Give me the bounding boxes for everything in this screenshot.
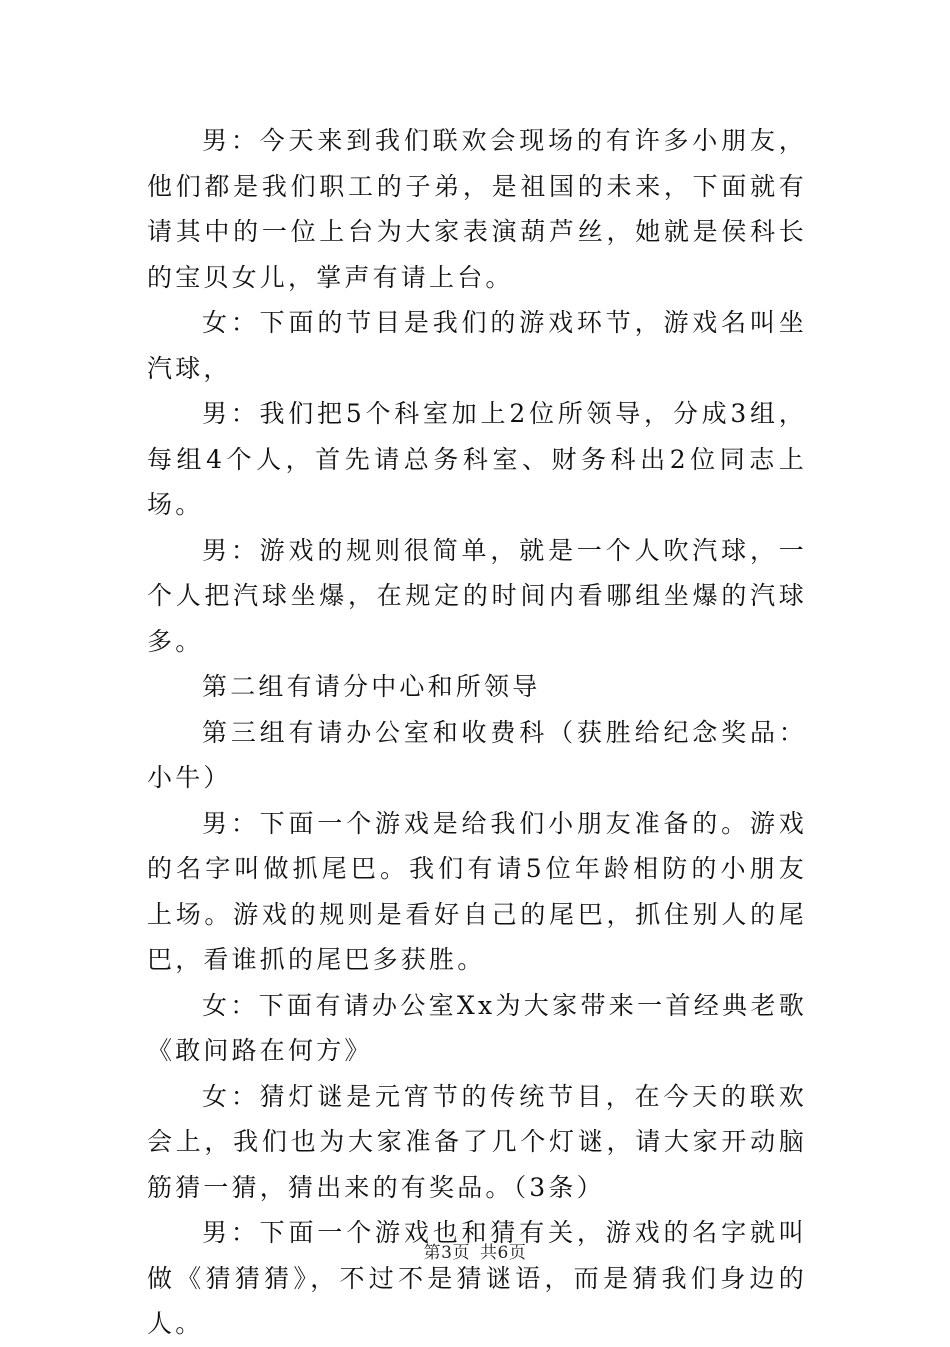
- paragraph: 男：我们把5个科室加上2位所领导，分成3组，每组4个人，首先请总务科室、财务科出2位同志上场。: [147, 399, 807, 519]
- paragraph: 第三组有请办公室和收费科（获胜给纪念奖品：小牛）: [147, 717, 807, 792]
- paragraph: 女：下面的节目是我们的游戏环节，游戏名叫坐汽球，: [147, 308, 807, 383]
- page-total: 共6页: [480, 1243, 527, 1263]
- paragraph: 男：下面一个游戏也和猜有关，游戏的名字就叫做《猜猜猜》，不过不是猜谜语，而是猜我们身边的人。: [147, 1218, 807, 1338]
- paragraph: 女：下面有请办公室Xx为大家带来一首经典老歌《敢问路在何方》: [147, 990, 807, 1065]
- paragraph: 男：今天来到我们联欢会现场的有许多小朋友，他们都是我们职工的子弟，是祖国的未来，下面就有请其中的一位上台为大家表演葫芦丝，她就是侯科长的宝贝女儿，掌声有请上台。: [147, 126, 807, 292]
- page-footer: [0, 1238, 950, 1263]
- paragraph: 女：猜灯谜是元宵节的传统节目，在今天的联欢会上，我们也为大家准备了几个灯谜，请大家开动脑筋猜一猜，猜出来的有奖品。（3条）: [147, 1081, 807, 1202]
- paragraph: 男：游戏的规则很简单，就是一个人吹汽球，一个人把汽球坐爆，在规定的时间内看哪组坐爆的汽球多。: [147, 535, 807, 656]
- page-number: 第3页: [423, 1243, 470, 1263]
- paragraph: 第二组有请分中心和所领导: [202, 672, 541, 701]
- document-body: [147, 118, 807, 1347]
- paragraph: 男：下面一个游戏是给我们小朋友准备的。游戏的名字叫做抓尾巴。我们有请5位年龄相防的小朋友上场。游戏的规则是看好自己的尾巴，抓住别人的尾巴，看谁抓的尾巴多获胜。: [147, 808, 807, 974]
